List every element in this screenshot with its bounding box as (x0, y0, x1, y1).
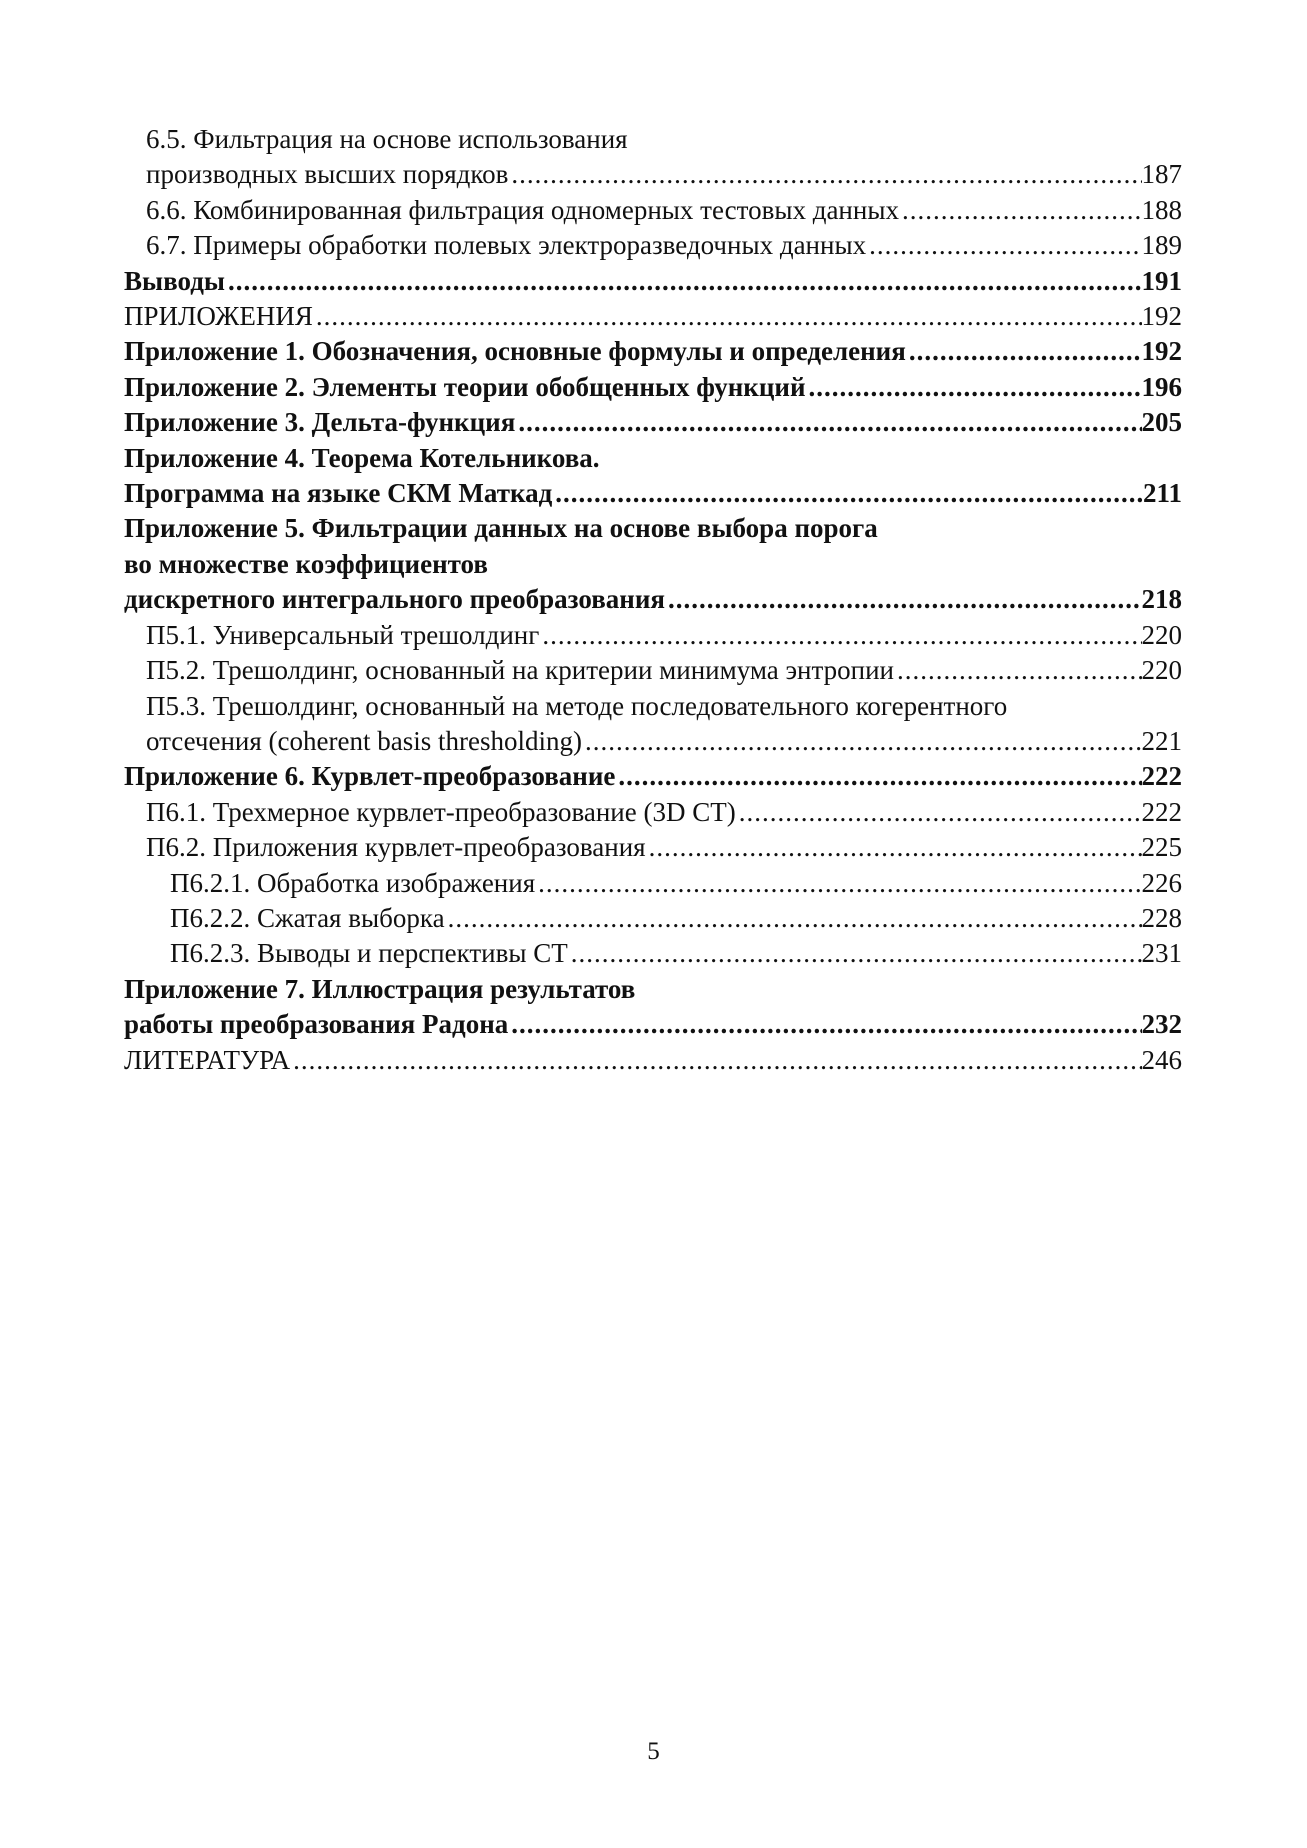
toc-entry[interactable] (124, 689, 1182, 760)
toc-entry-title-line: во множестве коэффициентов (124, 548, 488, 579)
toc-entry-page: 221 (1141, 725, 1182, 756)
toc-entry[interactable] (124, 228, 1182, 263)
toc-entry-title: Приложение 1. Обозначения, основные формулы и определения (124, 336, 906, 367)
toc-entry-line (170, 901, 1182, 936)
dot-leader (736, 795, 1142, 830)
toc-entry-line (124, 370, 1182, 405)
toc-entry[interactable] (124, 1043, 1182, 1078)
dot-leader (665, 582, 1141, 617)
toc-entry-title: Приложение 3. Дельта-функция (124, 407, 516, 438)
toc-entry-title: П6.2.1. Обработка изображения (170, 867, 536, 898)
toc-entry-line (124, 334, 1182, 369)
dot-leader (290, 1043, 1141, 1078)
toc-entry-line (124, 1007, 1182, 1042)
toc-entry-page: 246 (1141, 1044, 1182, 1075)
toc-entry[interactable] (124, 193, 1182, 228)
toc-entry-page: 222 (1141, 796, 1182, 827)
toc-entry-page: 222 (1141, 761, 1182, 792)
toc-entry-line (146, 618, 1182, 653)
toc-entry-title: ЛИТЕРАТУРА (124, 1044, 291, 1075)
toc-entry[interactable] (124, 759, 1182, 794)
toc-entry-line (146, 830, 1182, 865)
toc-entry-title: Выводы (124, 265, 225, 296)
toc-entry-title-line: Приложение 5. Фильтрации данных на основе выбора порога (124, 513, 878, 544)
toc-entry-line (124, 299, 1182, 334)
toc-entry-page: 188 (1141, 194, 1182, 225)
toc-entry[interactable] (124, 618, 1182, 653)
toc-entry-line (124, 582, 1182, 617)
toc-entry-title: дискретного интегрального преобразования (124, 584, 666, 615)
toc-entry[interactable] (124, 511, 1182, 617)
dot-leader (906, 334, 1142, 369)
toc-entry[interactable] (124, 299, 1182, 334)
toc-entry[interactable] (124, 264, 1182, 299)
toc-entry-page: 220 (1141, 655, 1182, 686)
toc-entry-page: 191 (1141, 265, 1182, 296)
toc-entry-title: Приложение 6. Курвлет-преобразование (124, 761, 616, 792)
toc-entry-page: 225 (1141, 832, 1182, 863)
toc-entry-line (146, 653, 1182, 688)
dot-leader (535, 866, 1141, 901)
toc-entry[interactable] (124, 901, 1182, 936)
toc-entry-line (146, 228, 1182, 263)
dot-leader (899, 193, 1142, 228)
toc-entry[interactable] (124, 972, 1182, 1043)
dot-leader (806, 370, 1142, 405)
dot-leader (582, 724, 1142, 759)
dot-leader (313, 299, 1142, 334)
toc-entry[interactable] (124, 653, 1182, 688)
dot-leader (445, 901, 1142, 936)
toc-entry-page: 192 (1141, 336, 1182, 367)
toc-entry-title-line: Приложение 7. Иллюстрация результатов (124, 973, 636, 1004)
dot-leader (539, 618, 1141, 653)
toc-entry-title-line: Приложение 4. Теорема Котельникова. (124, 442, 600, 473)
toc-entry-title: П6.1. Трехмерное курвлет-преобразование (3D CT) (146, 796, 736, 827)
toc-entry-page: 218 (1141, 584, 1182, 615)
dot-leader (894, 653, 1142, 688)
toc-entry-page: 187 (1141, 159, 1182, 190)
toc-entry-page: 196 (1141, 371, 1182, 402)
table-of-contents (124, 122, 1182, 1078)
toc-entry[interactable] (124, 866, 1182, 901)
toc-entry-page: 228 (1141, 902, 1182, 933)
toc-entry-title: П5.2. Трешолдинг, основанный на критерии минимума энтропии (146, 655, 894, 686)
toc-entry[interactable] (124, 405, 1182, 440)
toc-entry-line (146, 193, 1182, 228)
toc-entry[interactable] (124, 830, 1182, 865)
toc-entry-page: 231 (1141, 938, 1182, 969)
dot-leader (866, 228, 1141, 263)
toc-entry-title: работы преобразования Радона (124, 1009, 509, 1040)
toc-entry-title: отсечения (coherent basis thresholding) (146, 725, 582, 756)
toc-entry-page: 192 (1141, 301, 1182, 332)
toc-entry-line (170, 936, 1182, 971)
page-number: 5 (647, 1738, 660, 1765)
dot-leader (508, 157, 1141, 192)
dot-leader (615, 759, 1141, 794)
toc-entry-title: П6.2.3. Выводы и перспективы CT (170, 938, 568, 969)
dot-leader (225, 264, 1142, 299)
dot-leader (508, 1007, 1141, 1042)
toc-entry-title: Приложение 2. Элементы теории обобщенных функций (124, 371, 806, 402)
toc-entry-line (124, 759, 1182, 794)
dot-leader (552, 476, 1143, 511)
toc-entry-title-line: 6.5. Фильтрация на основе использования (146, 124, 628, 154)
dot-leader (568, 936, 1142, 971)
toc-entry[interactable] (124, 334, 1182, 369)
toc-entry-title: П5.1. Универсальный трешолдинг (146, 619, 540, 650)
toc-entry-line (124, 405, 1182, 440)
toc-entry[interactable] (124, 122, 1182, 193)
toc-entry-line (146, 795, 1182, 830)
toc-entry-line (146, 724, 1182, 759)
toc-entry[interactable] (124, 370, 1182, 405)
toc-entry-title: П6.2. Приложения курвлет-преобразования (146, 832, 646, 863)
toc-entry-line (146, 157, 1182, 192)
toc-entry-page: 226 (1141, 867, 1182, 898)
toc-entry[interactable] (124, 441, 1182, 512)
dot-leader (646, 830, 1142, 865)
toc-entry-line (124, 476, 1182, 511)
toc-entry-title: П6.2.2. Сжатая выборка (170, 902, 445, 933)
toc-entry-line (170, 866, 1182, 901)
toc-entry-title: Программа на языке СКМ Маткад (124, 478, 553, 509)
toc-entry[interactable] (124, 936, 1182, 971)
toc-entry-page: 205 (1141, 407, 1182, 438)
toc-entry-title-line: П5.3. Трешолдинг, основанный на методе последовательного когерентного (146, 690, 1008, 721)
toc-entry-page: 220 (1141, 619, 1182, 650)
toc-entry-page: 211 (1142, 478, 1182, 509)
toc-entry-title: ПРИЛОЖЕНИЯ (124, 301, 313, 332)
toc-entry-title: 6.6. Комбинированная фильтрация одномерных тестовых данных (146, 194, 899, 225)
toc-entry-line (124, 1043, 1182, 1078)
toc-entry-title: производных высших порядков (146, 159, 509, 190)
toc-entry-line (124, 264, 1182, 299)
toc-entry-title: 6.7. Примеры обработки полевых электроразведочных данных (146, 230, 867, 261)
toc-entry-page: 232 (1141, 1009, 1182, 1040)
toc-entry[interactable] (124, 795, 1182, 830)
toc-entry-page: 189 (1141, 230, 1182, 261)
dot-leader (515, 405, 1141, 440)
